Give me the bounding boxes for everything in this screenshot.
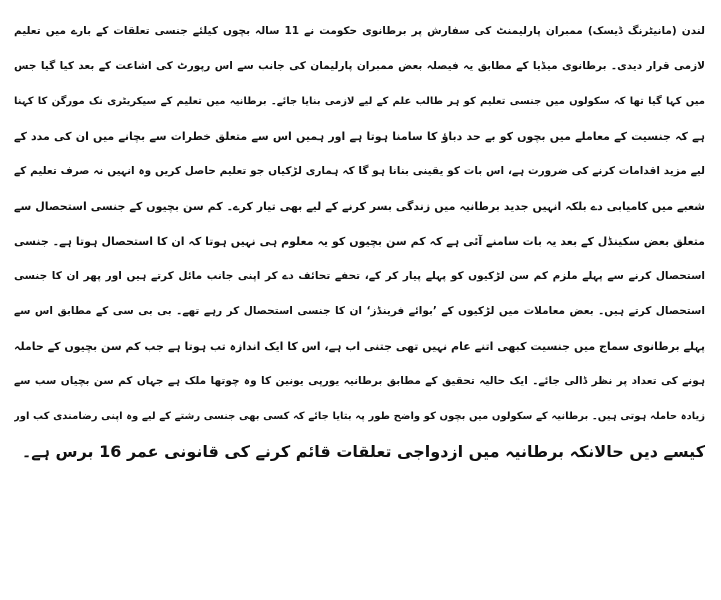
article-line-1: لندن (مانیٹرنگ ڈیسک) ممبران پارلیمنٹ کی سفارش پر برطانوی حکومت نے 11 سالہ بچوں کیلئے جنسی تعلقات کے بارے میں تعلیم xyxy=(14,25,705,37)
article-line-13: کیسے دیں حالانکہ برطانیہ میں ازدواجی تعلقات قائم کرنے کی قانونی عمر 16 برس ہے۔ xyxy=(21,442,705,461)
article-line-5: لیے مزید اقدامات کرنے کی ضرورت ہے، اس بات کو یقینی بنانا ہو گا کہ ہماری لڑکیاں جو تعلیم حاصل کریں وہ انہیں نہ صرف تعلیم کے xyxy=(14,165,705,177)
article-line-2: لازمی قرار دیدی۔ برطانوی میڈیا کے مطابق یہ فیصلہ بعض ممبران پارلیمان کی جانب سے اس رپورٹ کی اشاعت کے بعد کیا گیا جس xyxy=(14,60,705,72)
article-line-10: پہلے برطانوی سماج میں جنسیت کبھی اتنے عام نہیں تھی جتنی اب ہے، اس کا ایک اندازہ تب ہوتا ہے جب کم سن بچیوں کے حاملہ xyxy=(14,340,705,353)
article-line-3: میں کہا گیا تھا کہ سکولوں میں جنسی تعلیم کو ہر طالب علم کے لیے لازمی بنایا جائے۔ برطانیہ میں تعلیم کے سیکریٹری نک مورگن کا کہنا xyxy=(14,96,705,107)
article-line-6: شعبے میں کامیابی دے بلکہ انہیں جدید برطانیہ میں زندگی بسر کرنے کے لیے بھی تیار کرے۔ کم سن بچیوں کے جنسی استحصال سے xyxy=(14,200,705,213)
article-line-11: ہونے کی تعداد پر نظر ڈالی جائے۔ ایک حالیہ تحقیق کے مطابق برطانیہ یورپی یونین کا وہ چوتھا ملک ہے جہاں کم سن بچیاں سب سے xyxy=(14,375,705,387)
article-line-7: متعلق بعض سکینڈل کے بعد یہ بات سامنے آئی ہے کہ کم سن بچیوں کو یہ معلوم ہی نہیں ہوتا کہ ان کا استحصال ہوتا ہے۔ جنسی xyxy=(14,235,705,248)
article-line-12: زیادہ حاملہ ہوتی ہیں۔ برطانیہ کے سکولوں میں بچوں کو واضح طور پہ بتایا جائے کہ کسی بھی جنسی رشتے کے لیے وہ اپنی رضامندی کب اور xyxy=(14,411,705,422)
article-line-8: استحصال کرنے سے پہلے ملزم کم سن لڑکیوں کو پہلے پیار کر کے، تحفے تحائف دے کر اپنی جانب مائل کرتے ہیں اور پھر ان کا جنسی xyxy=(14,270,705,282)
article-line-9: استحصال کرتے ہیں۔ بعض معاملات میں لڑکیوں کے ’بوائے فرینڈز‘ ان کا جنسی استحصال کر رہے تھے۔ بی بی سی کے مطابق اس سے xyxy=(14,305,705,317)
article-line-4: ہے کہ جنسیت کے معاملے میں بچوں کو بے حد دباؤ کا سامنا ہوتا ہے اور ہمیں اس سے متعلق خطرات سے بچانے میں ان کی مدد کے xyxy=(14,130,705,143)
